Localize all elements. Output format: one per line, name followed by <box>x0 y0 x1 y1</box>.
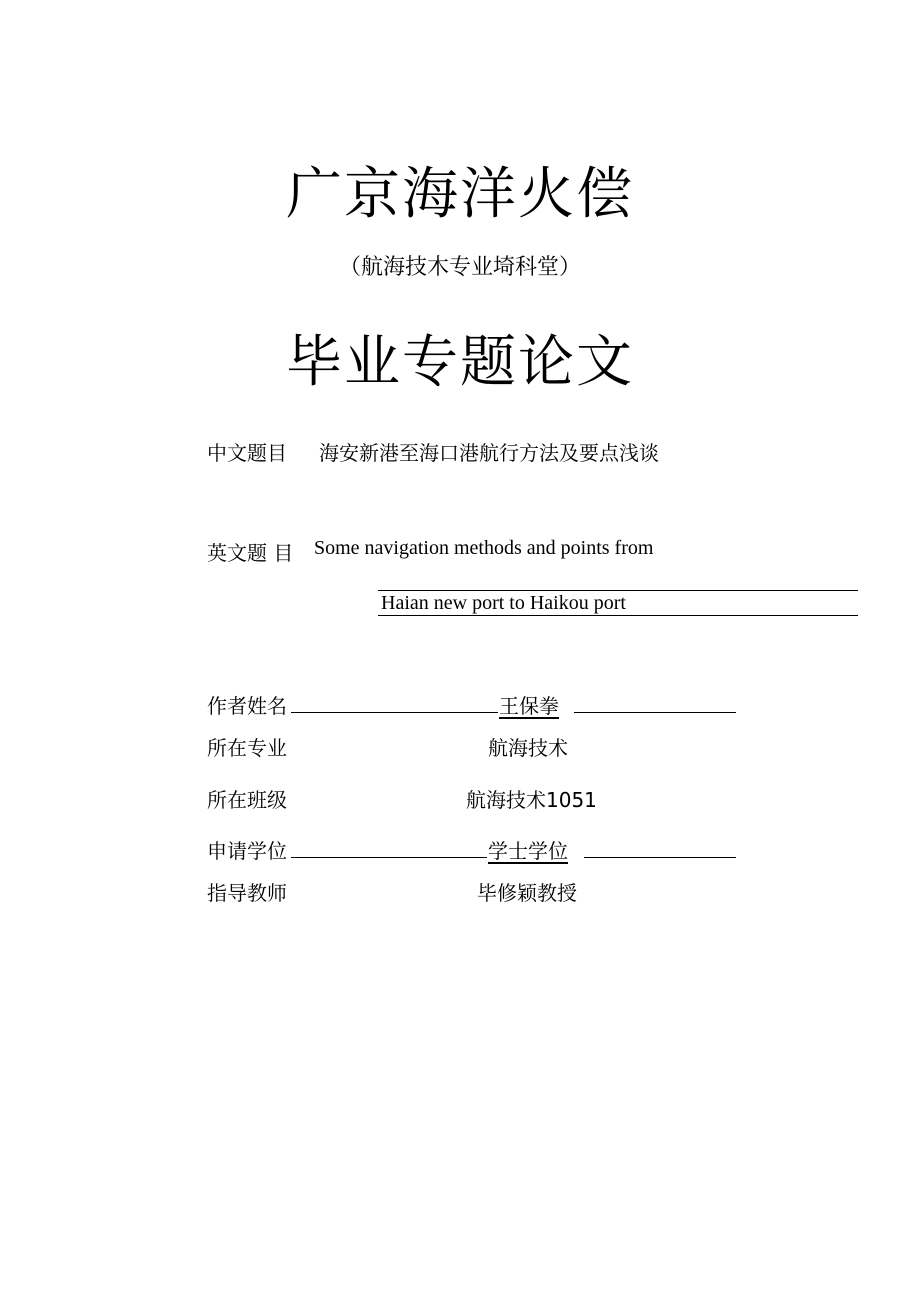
author-value: 王保拳 <box>499 694 559 718</box>
major-value: 航海技术 <box>488 736 568 760</box>
major-label: 所在专业 <box>207 736 287 760</box>
en-title-label: 英文题 目 <box>207 541 294 565</box>
advisor-value: 毕修颖教授 <box>477 881 577 905</box>
document-type-title: 毕业专题论文 <box>286 332 634 394</box>
en-title-rule-1 <box>378 590 858 591</box>
cn-title-label: 中文题目 <box>207 441 287 465</box>
degree-rule-left <box>291 857 487 858</box>
degree-value: 学士学位 <box>488 839 568 863</box>
en-title-line2: Haian new port to Haikou port <box>381 592 626 614</box>
school-name: 广京海洋火偿 <box>286 164 634 226</box>
author-rule-right <box>574 712 736 713</box>
author-label: 作者姓名 <box>207 694 287 718</box>
degree-rule-right <box>584 857 736 858</box>
en-title-line1: Some navigation methods and points from <box>314 537 654 559</box>
class-label: 所在班级 <box>207 788 287 812</box>
en-title-rule-2 <box>378 615 858 616</box>
author-rule-left <box>291 712 498 713</box>
class-value: 航海技术1051 <box>466 788 597 812</box>
department-name: （航海技木专业埼科堂） <box>338 254 581 279</box>
degree-label: 申请学位 <box>207 839 287 863</box>
cn-title-value: 海安新港至海口港航行方法及要点浅谈 <box>319 441 659 465</box>
advisor-label: 指导教师 <box>207 881 287 905</box>
